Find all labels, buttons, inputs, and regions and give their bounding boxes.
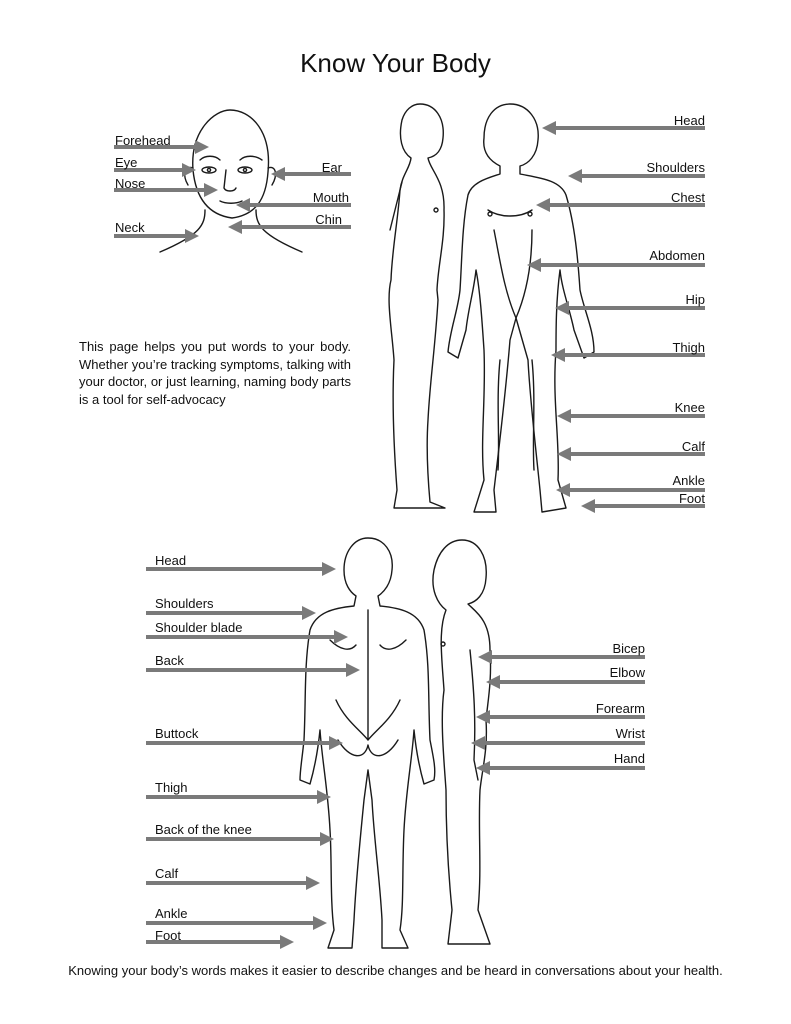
label-front-foot: Foot xyxy=(678,491,705,506)
label-front-knee: Knee xyxy=(674,400,705,415)
label-side-forearm: Forearm xyxy=(595,701,645,716)
label-back-calf: Calf xyxy=(155,866,179,881)
label-chin: Chin xyxy=(315,212,342,227)
label-front-hip: Hip xyxy=(685,292,705,307)
label-forehead: Forehead xyxy=(115,133,171,148)
label-front-thigh: Thigh xyxy=(672,340,705,355)
label-front-abdomen: Abdomen xyxy=(649,248,705,263)
label-back-head: Head xyxy=(155,553,187,568)
footer-note: Knowing your body’s words makes it easier to describe changes and be heard in conversations about your health. xyxy=(68,963,723,978)
label-back-ankle: Ankle xyxy=(155,906,188,921)
label-front-ankle: Ankle xyxy=(672,473,705,488)
label-back-shoulder-blade: Shoulder blade xyxy=(155,620,243,635)
label-back-back: Back xyxy=(155,653,184,668)
label-side-elbow: Elbow xyxy=(609,665,645,680)
face-illustration xyxy=(160,110,302,252)
label-nose: Nose xyxy=(115,176,146,191)
label-back-of-knee: Back of the knee xyxy=(155,822,252,837)
label-front-chest: Chest xyxy=(671,190,705,205)
label-ear: Ear xyxy=(321,160,342,175)
label-back-buttock: Buttock xyxy=(155,726,199,741)
page-title: Know Your Body xyxy=(300,48,491,78)
intro-paragraph: This page helps you put words to your body. Whether you’re tracking symptoms, talking with your doctor, or just learning, naming body parts is a tool for self-advocacy xyxy=(79,339,351,407)
label-front-calf: Calf xyxy=(681,439,705,454)
label-back-foot: Foot xyxy=(155,928,182,943)
label-mouth: Mouth xyxy=(312,190,349,205)
label-back-thigh: Thigh xyxy=(155,780,188,795)
label-front-shoulders: Shoulders xyxy=(646,160,705,175)
label-back-shoulders: Shoulders xyxy=(155,596,214,611)
label-neck: Neck xyxy=(115,220,145,235)
label-side-bicep: Bicep xyxy=(612,641,645,656)
label-side-wrist: Wrist xyxy=(615,726,645,741)
label-side-hand: Hand xyxy=(613,751,645,766)
label-eye: Eye xyxy=(115,155,138,170)
label-front-head: Head xyxy=(673,113,705,128)
